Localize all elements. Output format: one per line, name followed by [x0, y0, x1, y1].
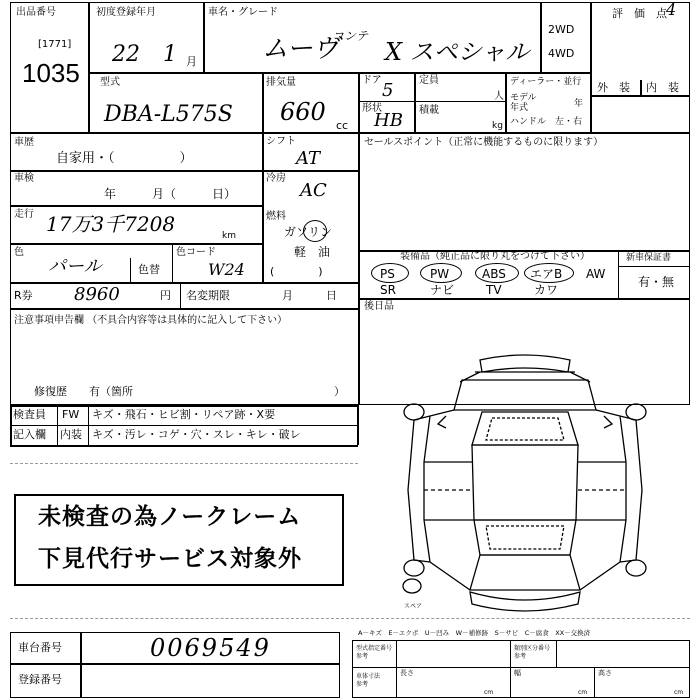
year-unit: 年 — [574, 99, 584, 109]
chassis-label: 車台番号 — [18, 641, 62, 654]
wheel-fr — [626, 404, 646, 420]
fuel-label: 燃料 — [266, 211, 286, 222]
height-unit: cm — [674, 689, 684, 696]
model-sub: コンテ — [332, 29, 369, 43]
rear-bumper — [470, 592, 580, 611]
length-unit: cm — [484, 689, 494, 696]
model-name: ムーヴ — [262, 34, 339, 64]
recycle-value: 8960 — [74, 284, 120, 305]
color-change-label: 色替 — [138, 263, 160, 276]
equipment-label: 装備品（純正品に限り丸をつけて下さい） — [400, 251, 590, 262]
capacity-label: 定員 — [419, 75, 439, 86]
record-label: 記入欄 — [13, 428, 46, 441]
shift-label: シフト — [266, 136, 296, 147]
lot-number: 1035 — [22, 58, 80, 88]
dims-label: 車体寸法 参考 — [356, 673, 381, 688]
category-label: 類別区分番号 参考 — [514, 645, 551, 660]
first-reg-year: 22 — [112, 42, 140, 67]
model-code: DBA-L575S — [104, 102, 233, 127]
circle-pw — [420, 263, 462, 283]
mileage-label: 走行 — [14, 209, 34, 220]
interior-label: 内 装 — [646, 81, 679, 94]
kg-unit: kg — [492, 121, 503, 131]
warranty-label: 新車保証書 — [626, 253, 672, 263]
front-bumper — [480, 355, 570, 372]
mileage-value: 17万3千7208 — [46, 212, 176, 236]
lot-code: [1771] — [38, 39, 72, 50]
history-value: 自家用・（ ） — [56, 151, 193, 166]
displacement-label: 排気量 — [266, 77, 296, 88]
sales-points-label: セールスポイント（正常に機能するものに限ります） — [364, 137, 604, 148]
equip-navi: ナビ — [430, 283, 455, 297]
no-claim-stamp — [14, 494, 344, 586]
right-side — [580, 410, 626, 590]
inspection-label: 車検 — [14, 173, 34, 184]
displacement: 660 — [280, 98, 326, 126]
interior-items: キズ・汚レ・コゲ・穴・スレ・キレ・破レ — [92, 428, 301, 441]
fuel-paren: ( ) — [270, 265, 323, 278]
fw-items: キズ・飛石・ヒビ割・リペア跡・X要 — [92, 408, 276, 421]
length-label: 長さ — [400, 669, 414, 677]
shape: HB — [374, 110, 403, 131]
first-reg-month: 1 — [163, 42, 177, 67]
left-side — [424, 410, 470, 590]
circle-ps — [371, 263, 409, 283]
equip-sr: SR — [380, 283, 396, 297]
doors-label: ドア — [362, 75, 382, 86]
mirror-left — [438, 416, 446, 428]
fuel-gas: ガソリン — [284, 225, 333, 239]
inspection-value: 年 月（ 日） — [104, 187, 237, 201]
interior-note-label: 内装 — [60, 428, 82, 441]
inspector-label: 検査員 — [13, 408, 46, 421]
roof — [472, 445, 578, 520]
rear-gate — [470, 555, 580, 590]
designation-label: 型式指定番号 参考 — [356, 645, 393, 660]
shift-value: AT — [296, 148, 321, 169]
chassis-number: 0069549 — [150, 634, 271, 662]
post-items-label: 後日品 — [364, 301, 394, 312]
drive-4wd: 4WD — [548, 47, 575, 60]
mirror-right — [604, 416, 612, 428]
stamp-line-2: 下見代行サービス対象外 — [38, 546, 302, 572]
equip-ps: PS — [380, 267, 395, 281]
handle-label: ハンドル 左・右 — [510, 117, 583, 127]
width-label: 幅 — [514, 669, 521, 677]
circle-abs — [475, 263, 519, 283]
equip-leather: カワ — [534, 283, 559, 297]
circle-airbag — [524, 263, 574, 283]
registration-label: 登録番号 — [18, 673, 62, 686]
doors: 5 — [382, 80, 394, 101]
model-year-label: モデル 年式 — [510, 93, 537, 113]
rating-label: 評 価 点 — [612, 7, 667, 20]
lot-no-label: 出品番号 — [16, 7, 56, 18]
rear-window — [474, 520, 576, 555]
equip-tv: TV — [486, 283, 502, 297]
name-change-value: 月 日 — [282, 289, 337, 302]
month-unit: 月 — [186, 55, 197, 68]
recycle-label: R券 — [14, 289, 33, 302]
hood — [454, 380, 596, 410]
model-grade-label: 車名・グレード — [208, 7, 278, 18]
wheel-rl — [404, 560, 424, 576]
first-reg-label: 初度登録年月 — [96, 7, 156, 18]
warranty-value: 有・無 — [638, 275, 675, 289]
fw-label: FW — [62, 408, 80, 421]
km-unit: km — [222, 231, 236, 241]
cc-unit: cc — [336, 119, 349, 132]
color-code-label: 色コード — [176, 247, 216, 258]
stamp-line-1: 未検査の為ノークレーム — [38, 504, 302, 530]
equip-pw: PW — [430, 267, 450, 281]
exterior-label: 外 装 — [597, 81, 630, 94]
damage-legend: A－キズ E－エクボ U－凹み W－補修跡 S－サビ C－腐食 XX－交換済 — [358, 629, 591, 637]
ac-value: AC — [300, 180, 327, 201]
notes-label: 注意事項申告欄 （不具合内容等は具体的に記入して下さい） — [14, 315, 288, 326]
spare-label: スペア — [404, 603, 423, 610]
rating-value: 4 — [666, 0, 677, 19]
shape-label: 形状 — [362, 103, 382, 114]
equip-abs: ABS — [482, 267, 506, 281]
wheel-fl — [404, 404, 424, 420]
grade: X スペシャル — [385, 38, 530, 66]
height-label: 高さ — [598, 669, 612, 677]
repair-close: ） — [334, 385, 345, 398]
width-unit: cm — [578, 689, 588, 696]
repair-label: 修復歴 有（箇所 — [34, 385, 133, 398]
history-label: 車歴 — [14, 137, 34, 148]
equip-aw: AW — [586, 267, 606, 281]
yen-unit: 円 — [160, 289, 171, 302]
color-value: パール — [48, 256, 102, 277]
model-code-label: 型式 — [100, 77, 120, 88]
equip-airbag: エアB — [530, 267, 563, 281]
person-unit: 人 — [494, 91, 504, 102]
wheel-rr — [626, 560, 646, 576]
color-label: 色 — [14, 247, 24, 258]
dealer-label: ディーラー・並行 — [510, 77, 582, 87]
color-code-value: W24 — [208, 260, 245, 279]
drive-2wd: 2WD — [548, 23, 575, 36]
fuel-diesel: 軽 油 — [294, 245, 331, 259]
name-change-label: 名変期限 — [186, 289, 230, 302]
fuel-gas-circle — [303, 220, 327, 242]
car-damage-diagram — [400, 350, 650, 625]
spare-tire — [403, 579, 421, 593]
load-label: 積載 — [419, 105, 439, 116]
ac-label: 冷房 — [266, 173, 286, 184]
